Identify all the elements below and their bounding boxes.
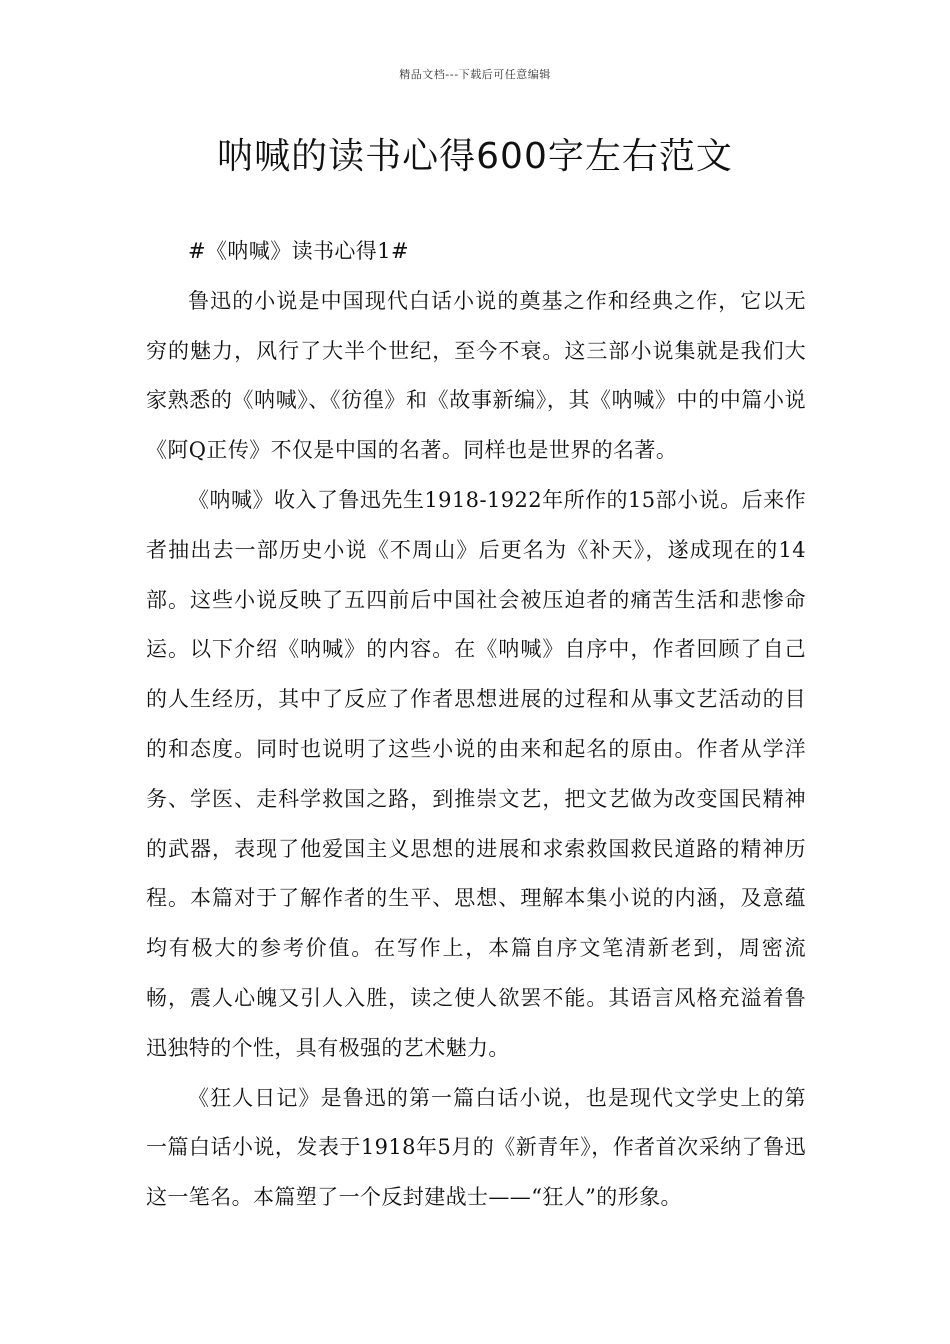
- body-paragraph: 鲁迅的小说是中国现代白话小说的奠基之作和经典之作，它以无穷的魅力，风行了大半个世纪，至今不衰。这三部小说集就是我们大家熟悉的《呐喊》、《彷徨》和《故事新编》，其《呐喊》中的中篇小说《阿Q正传》不仅是中国的名著。同样也是世界的名著。: [146, 288, 806, 463]
- body-paragraph: 《呐喊》收入了鲁迅先生1918-1922年所作的15部小说。后来作者抽出去一部历史小说《不周山》后更名为《补天》，遂成现在的14部。这些小说反映了五四前后中国社会被压迫者的痛苦生活和悲惨命运。以下介绍《呐喊》的内容。在《呐喊》自序中，作者回顾了自己的人生经历，其中了反应了作者思想进展的过程和从事文艺活动的目的和态度。同时也说明了这些小说的由来和起名的原由。作者从学洋务、学医、走科学救国之路，到推崇文艺，把文艺做为改变国民精神的武器，表现了他爱国主义思想的进展和求索救国救民道路的精神历程。本篇对于了解作者的生平、思想、理解本集小说的内涵，及意蕴均有极大的参考价值。在写作上，本篇自序文笔清新老到，周密流畅，震人心魄又引人入胜，读之使人欲罢不能。其语言风格充溢着鲁迅独特的个性，具有极强的艺术魅力。: [146, 487, 806, 1060]
- document-body: [146, 227, 806, 1223]
- header-note: 精品文档---下载后可任意编辑: [399, 68, 551, 81]
- document-title: 呐喊的读书心得600字左右范文: [217, 136, 733, 177]
- body-paragraph: 《狂人日记》是鲁迅的第一篇白话小说，也是现代文学史上的第一篇白话小说，发表于1918年5月的《新青年》，作者首次采纳了鲁迅这一笔名。本篇塑了一个反封建战士——“狂人”的形象。: [146, 1085, 806, 1210]
- section-heading: #《呐喊》读书心得1#: [188, 239, 409, 263]
